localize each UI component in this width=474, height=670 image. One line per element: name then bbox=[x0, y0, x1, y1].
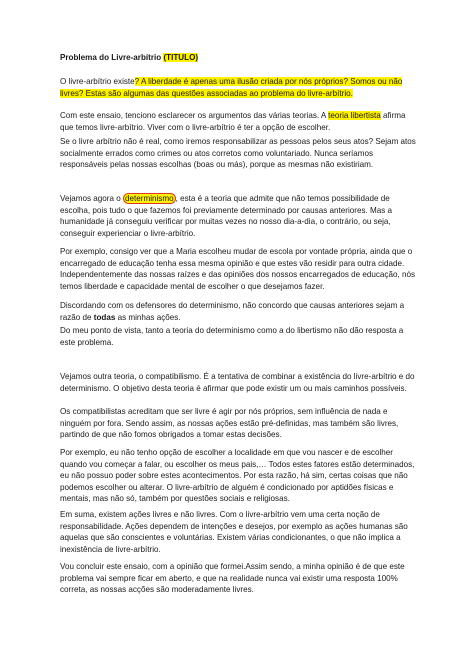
paragraph-6 bbox=[60, 300, 420, 323]
p4-text-b: , esta é a teoria que admite que não temos possibilidade de escolha, pois tudo o que fazemos foi previamente determinado por causas anteriores. Mas a humanidade já conseguiu verificar por muitas vezes no nosso dia-a-dia, o contrário, ou seja, conseguir experienciar o livre-arbítrio. bbox=[60, 194, 393, 238]
document-title bbox=[60, 52, 420, 64]
p2-text-b: afirma que temos livre-arbítrio. Viver com o livre-arbítrio é ter a opção de escolher. bbox=[60, 111, 406, 132]
paragraph-9: Os compatibilistas acreditam que ser livre é agir por nós próprios, sem influência de nada e ninguém por fora. Sendo assim, as nossas ações estão pré-definidas, mas também são livres, partindo de que não fomos obrigados a tomar estas decisões. bbox=[60, 407, 399, 440]
p6-text-a: Discordando com os defensores do determinismo, não concordo que causas anteriores sejam a razão de bbox=[60, 301, 405, 322]
p1-text-c: ? Somos ou não livres? Estas são algumas das questões associadas ao problema do livre-arbítrio. bbox=[60, 77, 403, 98]
paragraph-5: Por exemplo, consigo ver que a Maria escolheu mudar de escola por vontade própria, ainda que o encarregado de educação tenha essa mesma opinião e que estes vão residir para outra cidade. Independentemente das nossas raízes e das opiniões dos nossos encarregados de educação, nós temos liberdade e capacidade mental de escolher o que desejamos fazer. bbox=[60, 247, 416, 291]
p6-text-b: as minhas ações. bbox=[115, 312, 181, 322]
paragraph-12: Vou concluir este ensaio, com a opinião que formei.Assim sendo, a minha opinião é de que este problema vai sempre ficar em aberto, e que na realidade nunca vai existir uma resposta 100% correta, as nossas acções são moderadamente livres. bbox=[60, 562, 405, 595]
title-highlight: (TITULO) bbox=[163, 53, 199, 62]
p1-text-b: ? A liberdade é apenas uma ilusão criada por nós próprios bbox=[134, 77, 344, 86]
p4-text-a: Vejamos agora o bbox=[60, 194, 123, 203]
p2-text-a: Com este ensaio, tenciono esclarecer os argumentos das várias teorias. A bbox=[60, 111, 329, 120]
p2-highlight: teoria libertista bbox=[328, 111, 381, 120]
p4-highlight: determinismo bbox=[125, 194, 174, 203]
paragraph-3: Se o livre arbítrio não é real, como iremos responsabilizar as pessoas pelos seus atos? Sejam atos socialmente errados como crimes ou atos corretos como voluntariado. Nunca seríamos responsáveis pelas nossas escolhas (boas ou más), porque as mesmas não existiriam. bbox=[60, 137, 416, 170]
p1-text-a: O livre-arbítrio existe bbox=[60, 77, 135, 86]
paragraph-1 bbox=[60, 76, 420, 99]
paragraph-11: Em suma, existem ações livres e não livres. Com o livre-arbítrio vem uma certa noção de responsabilidade. Ações dependem de intenções e desejos, por exemplo as ações humanas são aquelas que são conscientes e voluntárias. Existem várias condicionantes, o que não implica a inexistência de livre-arbítrio. bbox=[60, 510, 408, 554]
paragraph-8: Vejamos outra teoria, o compatibilismo. É a tentativa de combinar a existência do livre-arbítrio e do determinismo. O objetivo desta teoria é afirmar que pode existir um ou mais caminhos possíveis. bbox=[60, 372, 415, 393]
paragraph-10: Por exemplo, eu não tenho opção de escolher a localidade em que vou nascer e de escolher quando vou começar a falar, ou escolher os meus pais,… Todos estes fatores estão determinados, eu não possuo poder sobre estes acontecimentos. Por esta razão, há sim, certas coisas que não podemos escolher ou alterar. O livre-arbítrio de alguém é condicionado por aptidões físicas e mentais, mas não só, também por questões sociais e religiosas. bbox=[60, 448, 415, 504]
paragraph-7: Do meu ponto de vista, tanto a teoria do determinismo como a do libertismo não dão resposta a este problema. bbox=[60, 326, 404, 347]
p6-bold: todas bbox=[93, 312, 116, 322]
title-text: Problema do Livre-arbítrio bbox=[60, 53, 164, 62]
paragraph-2 bbox=[60, 110, 420, 133]
paragraph-4 bbox=[60, 193, 420, 239]
